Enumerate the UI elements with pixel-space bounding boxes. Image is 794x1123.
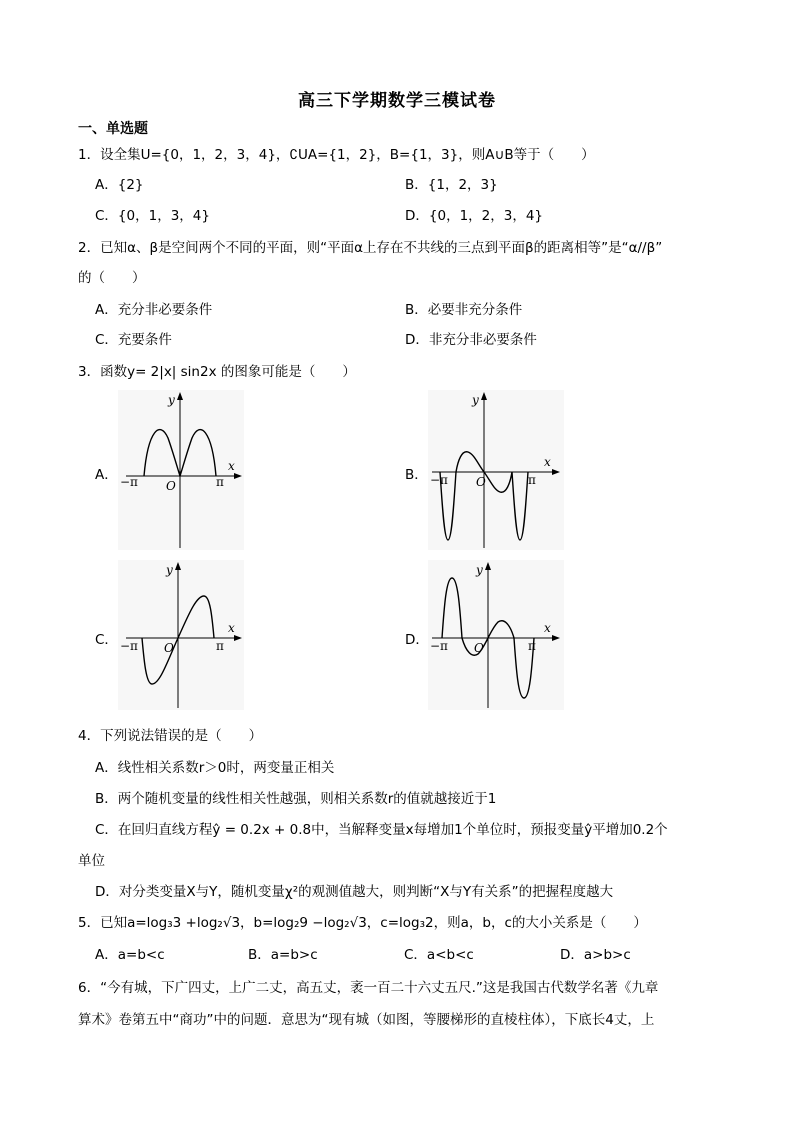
q5-option-b: B．a=b>c (248, 947, 318, 963)
q3-option-d-label: D． (405, 632, 429, 648)
q1-option-c: C．{0，1，3，4} (95, 208, 210, 224)
graph-a-y-label: y (168, 393, 175, 407)
question-2-stem: 2．已知α、β是空间两个不同的平面，则“平面α上存在不共线的三点到平面β的距离相等”是“α//β” (78, 240, 663, 256)
q1-option-a: A．{2} (95, 177, 144, 193)
q4-option-a: A．线性相关系数r＞0时，两变量正相关 (95, 760, 335, 776)
graph-c-y-label: y (166, 563, 173, 577)
q3-option-b-label: B． (405, 467, 428, 483)
graph-a-pi: π (216, 475, 224, 489)
graph-d-origin: O (474, 641, 484, 655)
graph-d-y-label: y (476, 563, 483, 577)
q4-option-c-cont: 单位 (78, 853, 105, 869)
graph-a-x-label: x (228, 459, 235, 473)
q5-option-a: A．a=b<c (95, 947, 165, 963)
graph-c-origin: O (164, 641, 174, 655)
q1-option-d: D．{0，1，2，3，4} (405, 208, 544, 224)
q4-option-c: C．在回归直线方程ŷ = 0.2x + 0.8中，当解释变量x每增加1个单位时，预报变量ŷ平增加0.2个 (95, 822, 668, 838)
graph-d (428, 560, 564, 710)
graph-c-x-label: x (228, 621, 235, 635)
graph-a (118, 390, 244, 550)
q2-option-c: C．充要条件 (95, 332, 172, 348)
question-4-stem: 4．下列说法错误的是（ ） (78, 728, 263, 744)
q2-option-d: D．非充分非必要条件 (405, 332, 537, 348)
question-5-stem: 5．已知a=log₃3 +log₂√3，b=log₂9 −log₂√3，c=log₃2，则a，b，c的大小关系是（ ） (78, 915, 647, 931)
q3-option-a-label: A． (95, 467, 118, 483)
graph-b-y-label: y (472, 393, 479, 407)
graph-d-pi: π (528, 639, 536, 653)
q3-option-c-label: C． (95, 632, 118, 648)
graph-d-neg-pi: −π (430, 639, 448, 653)
graph-d-x-label: x (544, 621, 551, 635)
graph-c-neg-pi: −π (120, 639, 138, 653)
q1-option-b: B．{1，2，3} (405, 177, 498, 193)
page-title: 高三下学期数学三模试卷 (298, 91, 496, 111)
question-3-stem: 3．函数y= 2|x| sin2x 的图象可能是（ ） (78, 364, 356, 380)
graph-a-origin: O (166, 479, 176, 493)
graph-b-pi: π (528, 473, 536, 487)
graph-c-pi: π (216, 639, 224, 653)
question-2-stem-cont: 的（ ） (78, 270, 146, 286)
q5-option-c: C．a<b<c (404, 947, 474, 963)
question-6-line-2: 算术》卷第五中“商功”中的问题．意思为“现有城（如图，等腰梯形的直棱柱体），下底长4丈，上 (78, 1012, 655, 1028)
q5-option-d: D．a>b>c (560, 947, 631, 963)
section-heading: 一、单选题 (78, 121, 148, 137)
graph-b-origin: O (476, 475, 486, 489)
graph-b-x-label: x (544, 455, 551, 469)
q2-option-a: A．充分非必要条件 (95, 302, 213, 318)
question-6-line-1: 6．“今有城，下广四丈，上广二丈，高五丈，袤一百二十六丈五尺.”这是我国古代数学名著《九章 (78, 980, 659, 996)
graph-c (118, 560, 244, 710)
question-1-stem: 1．设全集U={0，1，2，3，4}，∁UA={1，2}，B={1，3}，则A∪B等于（ ） (78, 147, 595, 163)
graph-b (428, 390, 564, 550)
graph-a-neg-pi: −π (120, 475, 138, 489)
q4-option-d: D．对分类变量X与Y，随机变量χ²的观测值越大，则判断“X与Y有关系”的把握程度越大 (95, 884, 614, 900)
graph-b-neg-pi: −π (430, 473, 448, 487)
q2-option-b: B．必要非充分条件 (405, 302, 523, 318)
q4-option-b: B．两个随机变量的线性相关性越强，则相关系数r的值就越接近于1 (95, 791, 497, 807)
